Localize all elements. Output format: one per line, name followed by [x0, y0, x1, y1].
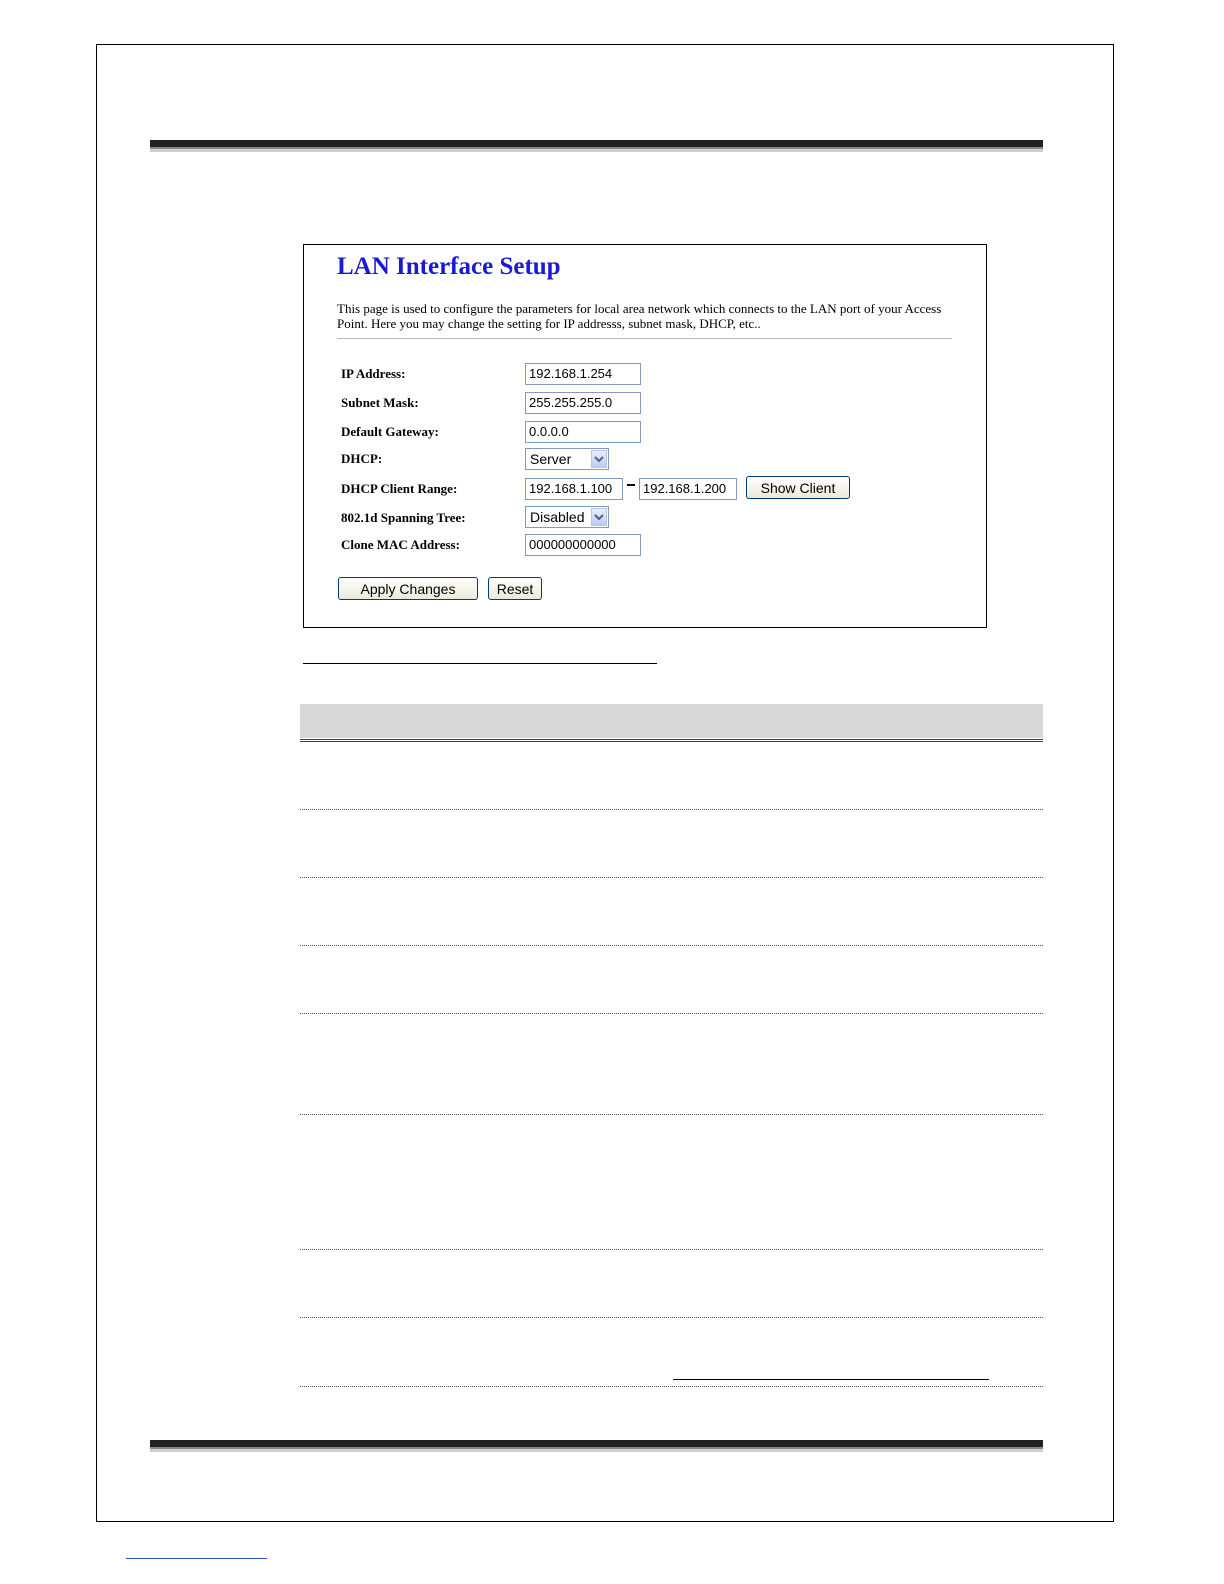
subnet-mask-input[interactable]: 255.255.255.0	[525, 392, 641, 414]
table-row-divider	[300, 1317, 1043, 1318]
default-gateway-label: Default Gateway:	[341, 424, 439, 439]
divider	[337, 338, 952, 339]
footer-link-underline	[126, 1558, 267, 1559]
show-client-button[interactable]: Show Client	[746, 476, 850, 499]
dhcp-select[interactable]	[525, 448, 609, 470]
table-bottom-rule	[300, 1386, 1043, 1387]
lan-setup-screenshot	[303, 244, 987, 628]
table-header	[300, 704, 1043, 738]
clone-mac-input[interactable]: 000000000000	[525, 534, 641, 556]
dhcp-range-end-input[interactable]: 192.168.1.200	[639, 478, 737, 500]
spanning-tree-label: 802.1d Spanning Tree:	[341, 510, 466, 525]
table-header-rule	[300, 739, 1043, 742]
dhcp-label: DHCP:	[341, 451, 383, 466]
default-gateway-input[interactable]: 0.0.0.0	[525, 421, 641, 443]
clone-mac-label: Clone MAC Address:	[341, 537, 460, 552]
range-separator	[627, 484, 635, 486]
table-row-divider	[300, 945, 1043, 946]
chevron-down-icon[interactable]	[591, 508, 607, 526]
table-row-divider	[300, 1249, 1043, 1250]
page-description: This page is used to configure the parameters for local area network which connects to the LAN port of your Access Point. Here you may change the setting for IP addresss, subnet mask, DHCP, etc..	[337, 301, 942, 331]
caption-underline	[303, 663, 657, 664]
table-row-divider	[300, 1013, 1043, 1014]
apply-changes-button[interactable]: Apply Changes	[338, 577, 478, 600]
dhcp-client-range-label: DHCP Client Range:	[341, 481, 458, 496]
spanning-tree-select-value: Disabled	[530, 509, 585, 525]
header-rule	[150, 140, 1043, 152]
page-title: LAN Interface Setup	[337, 253, 561, 280]
dhcp-range-start-input[interactable]: 192.168.1.100	[525, 478, 623, 500]
spanning-tree-select[interactable]	[525, 506, 609, 528]
footer-rule	[150, 1440, 1043, 1452]
ip-address-label: IP Address:	[341, 366, 406, 381]
table-row-divider	[300, 877, 1043, 878]
dhcp-select-value: Server	[530, 451, 572, 467]
subnet-mask-label: Subnet Mask:	[341, 395, 419, 410]
table-row-divider	[300, 1114, 1043, 1115]
ip-address-input[interactable]: 192.168.1.254	[525, 363, 641, 385]
cell-underline	[673, 1379, 989, 1380]
reset-button[interactable]: Reset	[488, 577, 542, 600]
table-row-divider	[300, 809, 1043, 810]
chevron-down-icon[interactable]	[591, 450, 607, 468]
